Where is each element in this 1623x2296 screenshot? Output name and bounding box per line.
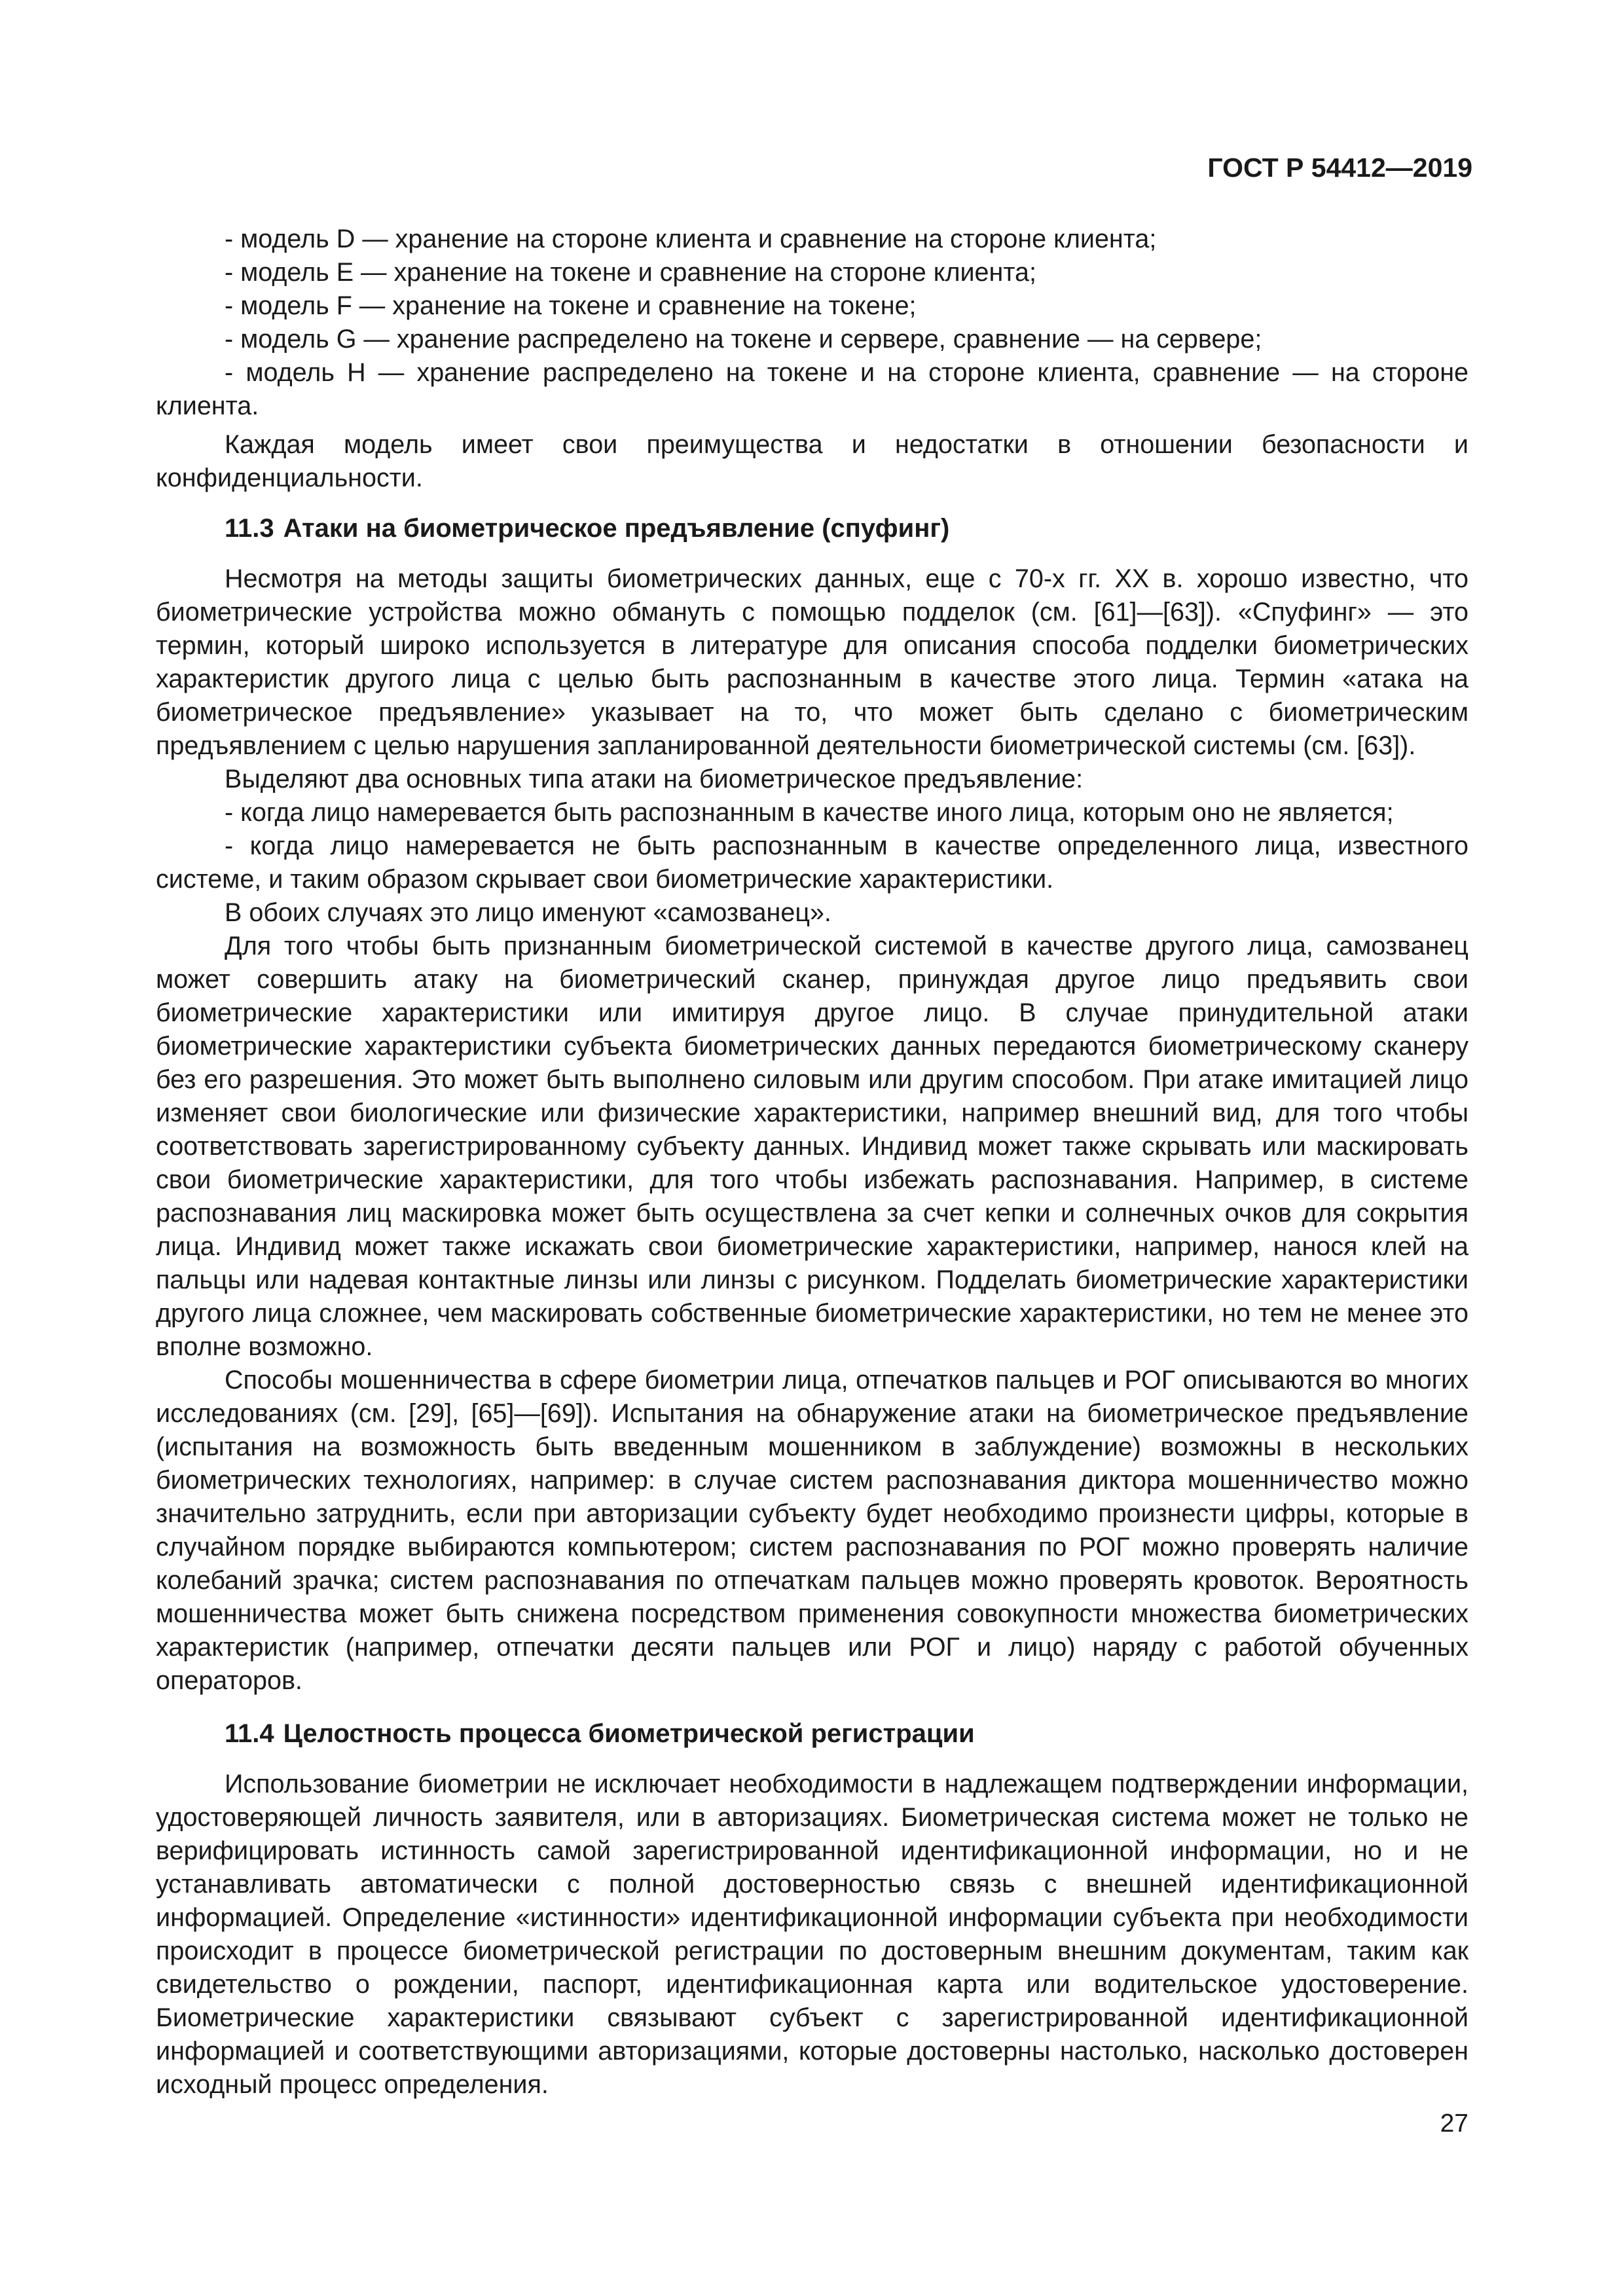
section-11-3-paragraph-2: Выделяют два основных типа атаки на биометрическое предъявление: [225,765,1084,793]
standard-code-header: ГОСТ Р 54412—2019 [1207,153,1472,183]
list-item-model-g: - модель G — хранение распределено на токене и сервере, сравнение — на сервере; [225,325,1262,354]
section-11-3-list-item-2: - когда лицо намеревается не быть распознанным в качестве определенного лица, известного системе, и таким образом скрывает свои биометрические характеристики. [156,831,1468,894]
list-item-model-e: - модель E — хранение на токене и сравнение на стороне клиента; [225,258,1036,287]
list-item-model-h: - модель H — хранение распределено на токене и на стороне клиента, сравнение — на стороне клиента. [156,358,1468,420]
list-item-model-f: - модель F — хранение на токене и сравнение на токене; [225,291,917,320]
section-11-3-paragraph-3: В обоих случаях это лицо именуют «самозванец». [225,898,831,927]
section-11-3-paragraph-5: Способы мошенничества в сфере биометрии лица, отпечатков пальцев и РОГ описываются во многих исследованиях (см. [29], [65]—[69]). Испытания на обнаружение атаки на биометрическое предъявление (испытания на возможность быть введенным мошенником в заблуждение) возможны в нескольких биометрических технологиях, например: в случае систем распознавания диктора мошенничество можно значительно затруднить, если при авторизации субъекту будет необходимо произнести цифры, которые в случайном порядке выбираются компьютером; систем распознавания по РОГ можно проверять наличие колебаний зрачка; систем распознавания по отпечаткам пальцев можно проверять кровоток. Вероятность мошенничества может быть снижена посредством применения совокупности множества биометрических характеристик (например, отпечатки десяти пальцев или РОГ и лицо) наряду с работой обученных операторов. [156,1366,1468,1695]
list-item-model-d: - модель D — хранение на стороне клиента и сравнение на стороне клиента; [225,225,1157,253]
document-body [156,223,1468,2102]
section-11-4-title: Целостность процесса биометрической регистрации [283,1719,975,1748]
section-11-3-title: Атаки на биометрическое предъявление (спуфинг) [283,514,950,543]
section-11-4-number: 11.4 [225,1719,274,1748]
section-11-3-number: 11.3 [225,514,274,543]
section-11-3-paragraph-4: Для того чтобы быть признанным биометрической системой в качестве другого лица, самозванец может совершить атаку на биометрический сканер, принуждая другое лицо предъявить свои биометрические характеристики или имитируя другое лицо. В случае принудительной атаки биометрические характеристики субъекта биометрических данных передаются биометрическому сканеру без его разрешения. Это может быть выполнено силовым или другим способом. При атаке имитацией лицо изменяет свои биологические или физические характеристики, например внешний вид, для того чтобы соответствовать зарегистрированному субъекту данных. Индивид может также скрывать или маскировать свои биометрические характеристики, для того чтобы избежать распознавания. Например, в системе распознавания лиц маскировка может быть осуществлена за счет кепки и солнечных очков для сокрытия лица. Индивид может также искажать свои биометрические характеристики, например, нанося клей на пальцы или надевая контактные линзы или линзы с рисунком. Подделать биометрические характеристики другого лица сложнее, чем маскировать собственные биометрические характеристики, но тем не менее это вполне возможно. [156,932,1468,1361]
intro-paragraph: Каждая модель имеет свои преимущества и недостатки в отношении безопасности и конфиденциальности. [156,430,1468,492]
section-11-3-paragraph-1: Несмотря на методы защиты биометрических данных, еще с 70-х гг. XX в. хорошо известно, что биометрические устройства можно обмануть с помощью подделок (см. [61]—[63]). «Спуфинг» — это термин, который широко используется в литературе для описания способа подделки биометрических характеристик другого лица с целью быть распознанным в качестве этого лица. Термин «атака на биометрическое предъявление» указывает на то, что может быть сделано с биометрическим предъявлением с целью нарушения запланированной деятельности биометрической системы (см. [63]). [156,564,1468,760]
section-11-4-paragraph-1: Использование биометрии не исключает необходимости в надлежащем подтверждении информации, удостоверяющей личность заявителя, или в авторизациях. Биометрическая система может не только не верифицировать истинность самой зарегистрированной идентификационной информации, но и не устанавливать автоматически с полной достоверностью связь с внешней идентификационной информацией. Определение «истинности» идентификационной информации субъекта при необходимости происходит в процессе биометрической регистрации по достоверным внешним документам, таким как свидетельство о рождении, паспорт, идентификационная карта или водительское удостоверение. Биометрические характеристики связывают субъект с зарегистрированной идентификационной информацией и соответствующими авторизациями, которые достоверны настолько, насколько достоверен исходный процесс определения. [156,1770,1468,2099]
section-11-4-heading [225,1717,1468,1751]
page-number: 27 [1440,2109,1468,2138]
section-11-3-heading [225,512,1468,545]
section-11-3-list-item-1: - когда лицо намеревается быть распознанным в качестве иного лица, которым оно не является; [225,798,1394,827]
